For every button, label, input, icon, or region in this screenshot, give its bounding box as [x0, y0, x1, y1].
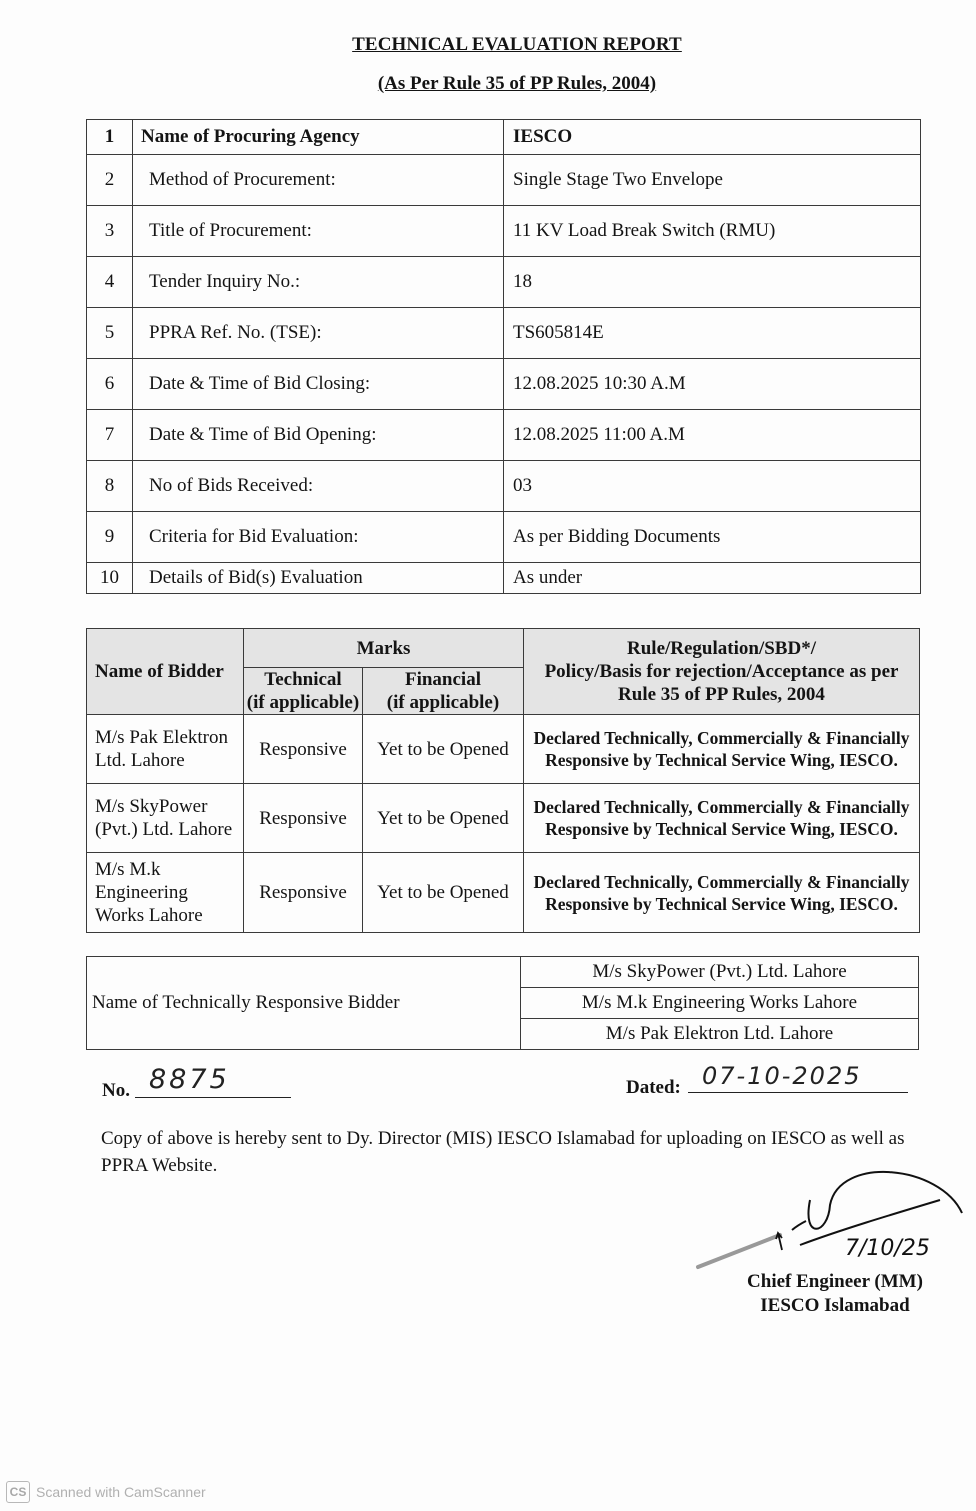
responsive-bidders-label: Name of Technically Responsive Bidder [87, 957, 521, 1050]
evaluation-basis: Declared Technically, Commercially & Financially Responsive by Technical Service Wing, IESCO. [524, 784, 920, 853]
header-technical [244, 668, 363, 715]
row-number: 7 [87, 410, 133, 461]
report-title: TECHNICAL EVALUATION REPORT [352, 34, 682, 55]
camscanner-watermark [6, 1481, 206, 1503]
report-subtitle: (As Per Rule 35 of PP Rules, 2004) [377, 73, 657, 94]
evaluation-basis: Declared Technically, Commercially & Financially Responsive by Technical Service Wing, IESCO. [524, 853, 920, 933]
summary-row [87, 563, 921, 594]
summary-row [87, 206, 921, 257]
row-value: As under [504, 563, 921, 594]
dated-handwritten: 07-10-2025 [688, 1062, 908, 1093]
responsive-row [87, 957, 919, 988]
responsive-bidder-name: M/s Pak Elektron Ltd. Lahore [521, 1019, 919, 1050]
technical-status: Responsive [244, 784, 363, 853]
row-value: IESCO [504, 120, 921, 155]
technical-status: Responsive [244, 853, 363, 933]
row-number: 9 [87, 512, 133, 563]
bidder-row [87, 715, 920, 784]
signature-date: 7/10/25 [845, 1236, 930, 1261]
header-rule-line: Rule/Regulation/SBD*/ [627, 638, 816, 659]
header-name-of-bidder: Name of Bidder [87, 629, 244, 715]
header-financial-note: (if applicable) [386, 692, 500, 713]
row-value: Single Stage Two Envelope [504, 155, 921, 206]
signatory-office: IESCO Islamabad [760, 1295, 910, 1316]
header-financial [363, 668, 524, 715]
evaluation-basis: Declared Technically, Commercially & Financially Responsive by Technical Service Wing, IESCO. [524, 715, 920, 784]
bidder-name: M/s Pak Elektron Ltd. Lahore [87, 715, 244, 784]
row-value: 18 [504, 257, 921, 308]
summary-row [87, 257, 921, 308]
responsive-bidders-table [86, 956, 919, 1050]
row-number: 5 [87, 308, 133, 359]
header-row [87, 629, 920, 668]
letter-number-handwritten: 8875 [135, 1064, 291, 1098]
financial-status: Yet to be Opened [363, 715, 524, 784]
responsive-bidder-name: M/s M.k Engineering Works Lahore [521, 988, 919, 1019]
row-label: No of Bids Received: [133, 461, 504, 512]
summary-row [87, 155, 921, 206]
row-label: Details of Bid(s) Evaluation [133, 563, 504, 594]
row-number: 8 [87, 461, 133, 512]
header-rule-line: Policy/Basis for rejection/Acceptance as per [544, 661, 899, 682]
row-value: 03 [504, 461, 921, 512]
row-value: 12.08.2025 11:00 A.M [504, 410, 921, 461]
signature-icon [690, 1155, 970, 1275]
row-value: 12.08.2025 10:30 A.M [504, 359, 921, 410]
row-label: Criteria for Bid Evaluation: [133, 512, 504, 563]
bidder-row [87, 784, 920, 853]
row-label: Date & Time of Bid Closing: [133, 359, 504, 410]
summary-row [87, 359, 921, 410]
dated-label: Dated: [626, 1077, 681, 1098]
header-financial-label: Financial [404, 669, 481, 690]
header-rule-line: Rule 35 of PP Rules, 2004 [618, 684, 825, 705]
header-technical-label: Technical [264, 669, 342, 690]
row-number: 6 [87, 359, 133, 410]
row-number: 3 [87, 206, 133, 257]
row-number: 10 [87, 563, 133, 594]
row-number: 1 [87, 120, 133, 155]
row-label: Date & Time of Bid Opening: [133, 410, 504, 461]
row-label: Tender Inquiry No.: [133, 257, 504, 308]
procurement-summary-table [86, 119, 921, 594]
row-value: TS605814E [504, 308, 921, 359]
row-value: As per Bidding Documents [504, 512, 921, 563]
row-label: Name of Procuring Agency [133, 120, 504, 155]
row-label: Title of Procurement: [133, 206, 504, 257]
bidder-name: M/s M.k Engineering Works Lahore [87, 853, 244, 933]
summary-row [87, 461, 921, 512]
header-rule-basis [524, 629, 920, 715]
signatory-designation: Chief Engineer (MM) [747, 1271, 923, 1292]
row-number: 2 [87, 155, 133, 206]
row-number: 4 [87, 257, 133, 308]
header-marks: Marks [244, 629, 524, 668]
responsive-bidder-name: M/s SkyPower (Pvt.) Ltd. Lahore [521, 957, 919, 988]
row-label: Method of Procurement: [133, 155, 504, 206]
bidder-row [87, 853, 920, 933]
technical-status: Responsive [244, 715, 363, 784]
camscanner-text: Scanned with CamScanner [36, 1484, 206, 1500]
copy-forwarding-note: Copy of above is hereby sent to Dy. Director (MIS) IESCO Islamabad for uploading on IESCO as well as PPRA Website. [101, 1128, 905, 1176]
letter-number-label: No. [102, 1080, 130, 1101]
financial-status: Yet to be Opened [363, 784, 524, 853]
row-value: 11 KV Load Break Switch (RMU) [504, 206, 921, 257]
bidder-name: M/s SkyPower (Pvt.) Ltd. Lahore [87, 784, 244, 853]
camscanner-logo-icon: CS [6, 1481, 30, 1503]
summary-row [87, 120, 921, 155]
summary-row [87, 308, 921, 359]
financial-status: Yet to be Opened [363, 853, 524, 933]
summary-row [87, 410, 921, 461]
row-label: PPRA Ref. No. (TSE): [133, 308, 504, 359]
summary-row [87, 512, 921, 563]
header-technical-note: (if applicable) [246, 692, 360, 713]
bidders-evaluation-table [86, 628, 920, 933]
